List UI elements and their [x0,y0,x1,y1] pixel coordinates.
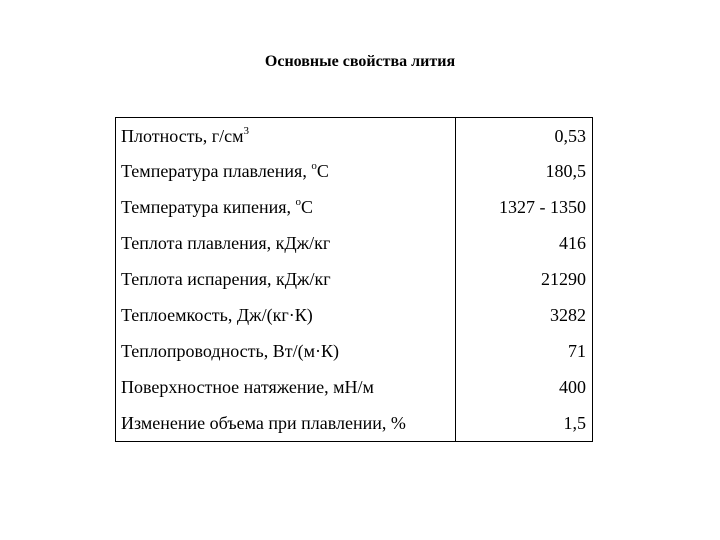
property-superscript: o [311,160,317,172]
property-value: 180,5 [545,161,586,181]
property-name: Теплоемкость, Дж/(кг·К) [121,305,313,325]
property-value: 0,53 [554,125,586,146]
property-value: 1,5 [563,413,586,433]
property-name-cell [116,369,456,405]
table-row [116,118,593,154]
property-name: Теплота испарения, кДж/кг [121,269,331,289]
property-superscript: o [295,196,301,208]
table-row [116,225,593,261]
table-row [116,405,593,442]
property-name-cell [116,189,456,225]
property-value: 1327 - 1350 [499,197,586,217]
property-name: Теплота плавления, кДж/кг [121,233,331,253]
property-value: 416 [559,233,586,253]
property-name-cell [116,297,456,333]
property-name: Поверхностное натяжение, мН/м [121,377,374,397]
property-name-cell [116,153,456,189]
property-name: Теплопроводность, Вт/(м·К) [121,341,339,361]
table-row [116,297,593,333]
properties-table [115,117,593,442]
table-row [116,369,593,405]
property-unit: C [316,161,329,181]
table-row [116,153,593,189]
property-value: 71 [568,341,586,361]
document-title: Основные свойства лития [264,53,456,70]
property-unit: C [301,197,314,217]
table-row [116,333,593,369]
property-name-cell [116,333,456,369]
property-name: Температура кипения, [121,197,296,217]
table-row [116,189,593,225]
property-name: Изменение объема при плавлении, % [121,413,406,433]
property-name-cell [116,225,456,261]
property-value: 400 [559,377,586,397]
table-row [116,261,593,297]
property-superscript: 3 [243,124,250,137]
property-name-cell [116,118,456,154]
property-value: 3282 [550,305,586,325]
property-name: Плотность, г/см [121,125,244,146]
property-name: Температура плавления, [121,161,312,181]
property-name-cell [116,405,456,442]
property-name-cell [116,261,456,297]
property-value: 21290 [541,269,586,289]
